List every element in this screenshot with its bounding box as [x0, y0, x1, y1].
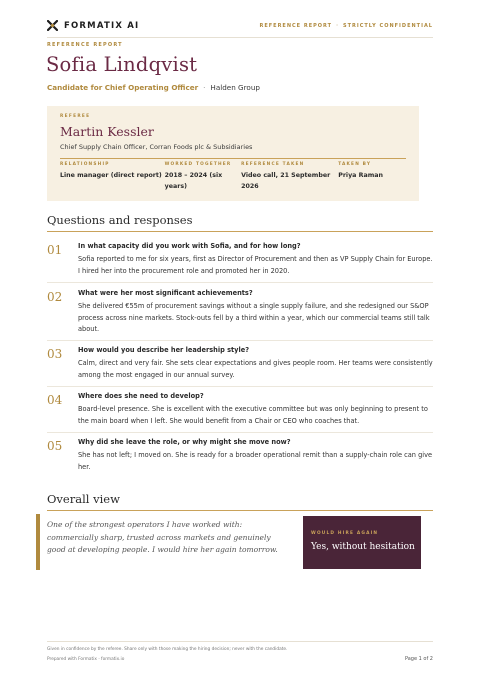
quote-accent-bar: [36, 514, 40, 570]
footer-rule: [47, 641, 433, 642]
qa-answer: Board-level presence. She is excellent with the executive committee but was only beginning to present to the main board when I left. She would benefit from a Chair or CEO who coaches that.: [78, 405, 428, 425]
field-label: WORKED TOGETHER: [164, 162, 232, 167]
qa-divider: [47, 386, 433, 387]
qa-answer: She has not left; I moved on. She is ready for a broader operational remit than a supply-chain role can give her.: [78, 451, 433, 471]
brand-logo: [47, 20, 139, 31]
footer-prepared-by: Prepared with Formatix · formatix.io: [47, 657, 125, 662]
qa-question: Where does she need to develop?: [78, 392, 204, 400]
referee-field-reference-taken: [241, 162, 338, 192]
candidate-role: Candidate for Chief Operating Officer: [47, 83, 199, 92]
questions-section-rule: [47, 231, 433, 232]
referee-title: Chief Supply Chain Officer, Corran Foods plc & Subsidiaries: [60, 143, 253, 151]
verdict-box: [303, 516, 421, 569]
candidate-role-line: [47, 83, 260, 92]
header-separator: ·: [336, 22, 339, 29]
qa-number: 03: [47, 347, 63, 361]
qa-answer: Sofia reported to me for six years, first as Director of Procurement and then as VP Supply Chain for Europe. I hired her into the procurement role and promoted her in 2020.: [78, 255, 433, 275]
overall-section-rule: [47, 510, 433, 511]
referee-field-worked-together: [165, 162, 242, 192]
referee-divider: [60, 158, 406, 159]
report-eyebrow: REFERENCE REPORT: [47, 42, 123, 48]
field-value: 2018 – 2024 (six years): [164, 172, 223, 190]
overall-quote: One of the strongest operators I have worked with: commercially sharp, trusted across markets and genuinely good at developing people. I would hire her again tomorrow.: [47, 520, 278, 554]
referee-field-relationship: [60, 162, 165, 192]
verdict-label: WOULD HIRE AGAIN: [311, 531, 379, 536]
qa-divider: [47, 282, 433, 283]
qa-question: In what capacity did you work with Sofia, and for how long?: [78, 242, 301, 250]
footer-confidentiality-note: Given in confidence by the referee. Share only with those making the hiring decision; never with the candidate.: [47, 647, 288, 652]
qa-number: 01: [47, 243, 63, 257]
field-label: TAKEN BY: [338, 162, 372, 167]
qa-answer: She delivered €55m of procurement savings without a single supply failure, and she redesigned our S&OP process across nine markets. Stock-outs fell by a third within a year, which our commercial teams still talk about.: [78, 302, 430, 333]
qa-divider: [47, 432, 433, 433]
candidate-company: Halden Group: [210, 83, 260, 92]
qa-question: Why did she leave the role, or why might she move now?: [78, 438, 291, 446]
referee-label: REFEREE: [60, 114, 91, 119]
page-number: Page 1 of 2: [404, 656, 433, 662]
field-value: Priya Raman: [338, 172, 384, 179]
header-confidentiality: STRICTLY CONFIDENTIAL: [342, 22, 433, 29]
qa-number: 04: [47, 393, 63, 407]
header-meta: [259, 23, 433, 29]
verdict-value: Yes, without hesitation: [311, 542, 415, 552]
role-separator: ·: [203, 83, 206, 92]
qa-question: What were her most significant achievements?: [78, 289, 253, 297]
referee-panel: [47, 106, 419, 201]
qa-question: How would you describe her leadership style?: [78, 346, 250, 354]
questions-section-title: Questions and responses: [47, 213, 193, 227]
header-doc-type: REFERENCE REPORT: [259, 22, 333, 29]
field-label: RELATIONSHIP: [60, 162, 110, 167]
referee-details: [60, 162, 406, 192]
qa-answer: Calm, direct and very fair. She sets clear expectations and gives people room. Her teams were consistently among the most engaged in our annual survey.: [78, 359, 433, 379]
brand-name: FORMATIX AI: [64, 20, 140, 31]
field-value: Video call, 21 September 2026: [241, 172, 331, 190]
page-header: [47, 14, 433, 38]
candidate-name: Sofia Lindqvist: [46, 53, 198, 76]
field-value: Line manager (direct report): [60, 172, 162, 179]
overall-section-title: Overall view: [47, 492, 120, 506]
field-label: REFERENCE TAKEN: [241, 162, 305, 167]
qa-number: 05: [47, 439, 63, 453]
qa-divider: [47, 340, 433, 341]
formatix-logo-icon: [47, 20, 58, 31]
qa-number: 02: [47, 290, 63, 304]
referee-name: Martin Kessler: [60, 124, 154, 139]
referee-field-taken-by: [338, 162, 406, 192]
